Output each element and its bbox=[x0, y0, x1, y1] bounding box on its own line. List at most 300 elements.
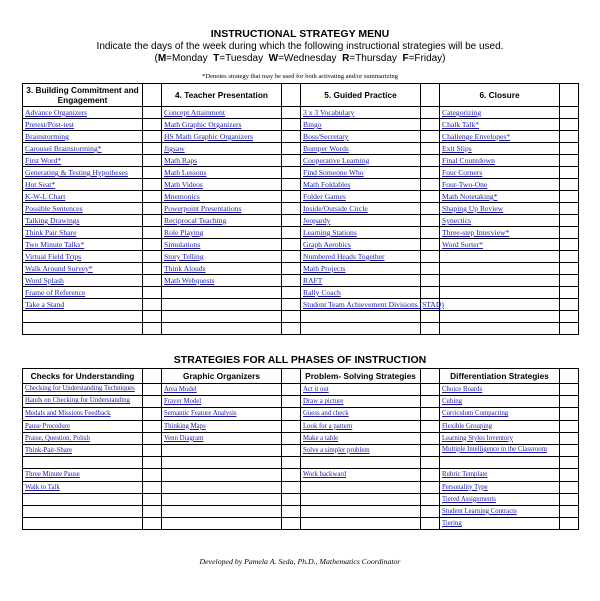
strategy-link[interactable]: Folder Games bbox=[301, 191, 421, 203]
day-entry-cell[interactable] bbox=[560, 457, 579, 469]
menu-row bbox=[23, 143, 579, 155]
strategy-link[interactable]: Virtual Field Trips bbox=[23, 251, 143, 263]
strategy-link[interactable]: Two Minute Talks* bbox=[23, 239, 143, 251]
strategy-link[interactable]: Walk to Talk bbox=[23, 481, 143, 493]
menu-row bbox=[23, 131, 579, 143]
strategy-link[interactable]: Solve a simpler problem bbox=[301, 444, 421, 456]
column-header: Checks for Understanding bbox=[23, 369, 143, 384]
strategy-link[interactable]: Personality Type bbox=[440, 481, 560, 493]
day-entry-cell[interactable] bbox=[560, 167, 579, 179]
menu-row bbox=[23, 167, 579, 179]
day-entry-cell[interactable] bbox=[143, 179, 162, 191]
strategy-link[interactable]: Math Notetaking* bbox=[440, 191, 560, 203]
day-entry-cell[interactable] bbox=[143, 505, 162, 517]
day-entry-cell[interactable] bbox=[282, 275, 301, 287]
phases-row bbox=[23, 432, 579, 444]
strategy-link[interactable]: RAFT bbox=[301, 275, 421, 287]
day-entry-cell[interactable] bbox=[421, 143, 440, 155]
menu-row bbox=[23, 287, 579, 299]
day-entry-cell[interactable] bbox=[282, 457, 301, 469]
strategy-link[interactable]: Math Graphic Organizers bbox=[162, 119, 282, 131]
day-entry-cell[interactable] bbox=[560, 251, 579, 263]
day-entry-cell[interactable] bbox=[560, 275, 579, 287]
empty-cell bbox=[23, 493, 143, 505]
day-entry-cell[interactable] bbox=[560, 518, 579, 530]
menu-row bbox=[23, 239, 579, 251]
day-entry-cell[interactable] bbox=[421, 275, 440, 287]
day-entry-cell[interactable] bbox=[143, 119, 162, 131]
strategy-link[interactable]: Powerpoint Presentations bbox=[162, 203, 282, 215]
day-entry-cell[interactable] bbox=[560, 131, 579, 143]
day-entry-cell[interactable] bbox=[282, 396, 301, 408]
day-entry-cell[interactable] bbox=[282, 119, 301, 131]
day-entry-cell[interactable] bbox=[282, 227, 301, 239]
empty-cell bbox=[301, 493, 421, 505]
day-entry-cell[interactable] bbox=[421, 432, 440, 444]
strategy-link[interactable]: Three-step Interview* bbox=[440, 227, 560, 239]
day-entry-cell[interactable] bbox=[282, 251, 301, 263]
day-entry-cell[interactable] bbox=[143, 143, 162, 155]
day-entry-cell[interactable] bbox=[143, 239, 162, 251]
day-entry-cell[interactable] bbox=[282, 191, 301, 203]
day-entry-cell[interactable] bbox=[282, 323, 301, 335]
empty-cell bbox=[162, 493, 282, 505]
day-entry-cell[interactable] bbox=[143, 396, 162, 408]
day-entry-cell[interactable] bbox=[282, 143, 301, 155]
empty-cell bbox=[23, 518, 143, 530]
phases-row bbox=[23, 481, 579, 493]
day-column-header bbox=[282, 369, 301, 384]
day-entry-cell[interactable] bbox=[421, 396, 440, 408]
strategy-link[interactable]: Learning Stations bbox=[301, 227, 421, 239]
day-entry-cell[interactable] bbox=[282, 518, 301, 530]
strategy-link[interactable]: Guess and check bbox=[301, 408, 421, 420]
menu-row bbox=[23, 275, 579, 287]
column-header: 3. Building Commitment and Engagement bbox=[23, 84, 143, 107]
strategy-link[interactable]: K-W-L Chart bbox=[23, 191, 143, 203]
strategy-link[interactable]: Math Projects bbox=[301, 263, 421, 275]
day-entry-cell[interactable] bbox=[143, 457, 162, 469]
day-entry-cell[interactable] bbox=[143, 215, 162, 227]
day-entry-cell[interactable] bbox=[282, 444, 301, 456]
empty-cell bbox=[301, 323, 421, 335]
empty-cell bbox=[301, 457, 421, 469]
strategy-link[interactable]: Take a Stand bbox=[23, 299, 143, 311]
strategy-link[interactable]: Story Telling bbox=[162, 251, 282, 263]
column-header: Problem- Solving Strategies bbox=[301, 369, 421, 384]
day-entry-cell[interactable] bbox=[143, 155, 162, 167]
day-entry-cell[interactable] bbox=[282, 384, 301, 396]
menu-row bbox=[23, 179, 579, 191]
day-entry-cell[interactable] bbox=[560, 179, 579, 191]
day-column-header bbox=[421, 369, 440, 384]
day-entry-cell[interactable] bbox=[560, 191, 579, 203]
phases-title: STRATEGIES FOR ALL PHASES OF INSTRUCTION bbox=[173, 354, 427, 366]
strategy-link[interactable]: Student Team Achievement Divisions (STAD) bbox=[301, 299, 421, 311]
day-entry-cell[interactable] bbox=[143, 420, 162, 432]
day-entry-cell[interactable] bbox=[143, 251, 162, 263]
menu-row bbox=[23, 215, 579, 227]
footer-credit: Developed by Pamela A. Seda, Ph.D., Mathematics Coordinator bbox=[199, 557, 401, 566]
day-entry-cell[interactable] bbox=[282, 408, 301, 420]
day-entry-cell[interactable] bbox=[143, 191, 162, 203]
strategy-link[interactable]: Simulations bbox=[162, 239, 282, 251]
empty-cell bbox=[162, 518, 282, 530]
column-header: Graphic Organizers bbox=[162, 369, 282, 384]
column-header: Differentiation Strategies bbox=[440, 369, 560, 384]
day-entry-cell[interactable] bbox=[282, 179, 301, 191]
phases-row bbox=[23, 518, 579, 530]
strategy-link[interactable]: Talking Drawings bbox=[23, 215, 143, 227]
day-entry-cell[interactable] bbox=[560, 107, 579, 119]
day-entry-cell[interactable] bbox=[282, 167, 301, 179]
phases-row bbox=[23, 457, 579, 469]
strategy-link[interactable]: Curriculum Compacting bbox=[440, 408, 560, 420]
empty-cell bbox=[440, 287, 560, 299]
empty-cell bbox=[23, 323, 143, 335]
day-entry-cell[interactable] bbox=[143, 323, 162, 335]
strategy-link[interactable]: Walk Around Survey* bbox=[23, 263, 143, 275]
asterisk-note: *Denotes strategy that may be used for both activating and/or summarizing bbox=[202, 73, 398, 80]
strategy-link[interactable]: Boss/Secretary bbox=[301, 131, 421, 143]
day-entry-cell[interactable] bbox=[282, 155, 301, 167]
day-entry-cell[interactable] bbox=[560, 287, 579, 299]
strategy-link[interactable]: Medals and Missions Feedback bbox=[23, 408, 143, 420]
strategy-link[interactable]: Possible Sentences bbox=[23, 203, 143, 215]
strategy-link[interactable]: Semantic Feature Analysis bbox=[162, 408, 282, 420]
day-entry-cell[interactable] bbox=[143, 384, 162, 396]
phases-row bbox=[23, 444, 579, 456]
day-entry-cell[interactable] bbox=[282, 287, 301, 299]
empty-cell bbox=[162, 469, 282, 481]
strategy-link[interactable]: Reciprocal Teaching bbox=[162, 215, 282, 227]
phases-row bbox=[23, 384, 579, 396]
strategy-link[interactable]: Frayer Model bbox=[162, 396, 282, 408]
day-entry-cell[interactable] bbox=[421, 311, 440, 323]
day-entry-cell[interactable] bbox=[421, 239, 440, 251]
day-entry-cell[interactable] bbox=[560, 227, 579, 239]
strategy-link[interactable]: Generating & Testing Hypotheses bbox=[23, 167, 143, 179]
empty-cell bbox=[162, 505, 282, 517]
day-entry-cell[interactable] bbox=[143, 518, 162, 530]
day-entry-cell[interactable] bbox=[421, 457, 440, 469]
strategy-link[interactable]: Draw a picture bbox=[301, 396, 421, 408]
phases-row bbox=[23, 420, 579, 432]
day-entry-cell[interactable] bbox=[560, 311, 579, 323]
day-entry-cell[interactable] bbox=[143, 469, 162, 481]
day-entry-cell[interactable] bbox=[282, 107, 301, 119]
strategy-link[interactable]: Cooperative Learning bbox=[301, 155, 421, 167]
empty-cell bbox=[162, 457, 282, 469]
day-entry-cell[interactable] bbox=[282, 432, 301, 444]
day-entry-cell[interactable] bbox=[560, 481, 579, 493]
empty-cell bbox=[162, 287, 282, 299]
day-entry-cell[interactable] bbox=[560, 299, 579, 311]
strategy-link[interactable]: Thinking Maps bbox=[162, 420, 282, 432]
day-entry-cell[interactable] bbox=[560, 384, 579, 396]
day-entry-cell[interactable] bbox=[143, 275, 162, 287]
empty-cell bbox=[440, 251, 560, 263]
phases-row bbox=[23, 505, 579, 517]
strategy-link[interactable]: Concept Attainment bbox=[162, 107, 282, 119]
column-header: 5. Guided Practice bbox=[301, 84, 421, 107]
menu-row bbox=[23, 323, 579, 335]
day-column-header bbox=[143, 369, 162, 384]
strategy-link[interactable]: Word Splash bbox=[23, 275, 143, 287]
strategy-link[interactable]: Cubing bbox=[440, 396, 560, 408]
menu-row bbox=[23, 251, 579, 263]
strategy-link[interactable]: Rally Coach bbox=[301, 287, 421, 299]
day-entry-cell[interactable] bbox=[421, 203, 440, 215]
strategy-link[interactable]: Challenge Envelopes* bbox=[440, 131, 560, 143]
day-entry-cell[interactable] bbox=[421, 408, 440, 420]
menu-row bbox=[23, 155, 579, 167]
day-entry-cell[interactable] bbox=[282, 420, 301, 432]
day-entry-cell[interactable] bbox=[421, 107, 440, 119]
day-entry-cell[interactable] bbox=[421, 287, 440, 299]
day-entry-cell[interactable] bbox=[421, 505, 440, 517]
strategy-link[interactable]: Make a table bbox=[301, 432, 421, 444]
strategy-link[interactable]: Hot Seat* bbox=[23, 179, 143, 191]
strategy-link[interactable]: Numbered Heads Together bbox=[301, 251, 421, 263]
day-entry-cell[interactable] bbox=[560, 155, 579, 167]
strategy-link[interactable]: Shaping Up Review bbox=[440, 203, 560, 215]
menu-row bbox=[23, 119, 579, 131]
day-entry-cell[interactable] bbox=[143, 227, 162, 239]
strategy-link[interactable]: Think Pair Share bbox=[23, 227, 143, 239]
phases-row bbox=[23, 396, 579, 408]
strategy-link[interactable]: Frame of Reference bbox=[23, 287, 143, 299]
strategy-link[interactable]: Graph Aerobics bbox=[301, 239, 421, 251]
phases-row bbox=[23, 469, 579, 481]
day-entry-cell[interactable] bbox=[560, 143, 579, 155]
strategy-link[interactable]: Choice Boards bbox=[440, 384, 560, 396]
strategy-link[interactable]: Carousel Brainstorming* bbox=[23, 143, 143, 155]
page-title: INSTRUCTIONAL STRATEGY MENU bbox=[210, 28, 390, 40]
days-legend: (M=Monday T=Tuesday W=Wednesday R=Thursday F=Friday) bbox=[154, 53, 446, 64]
strategy-menu-table bbox=[22, 83, 579, 335]
phases-table bbox=[22, 368, 579, 530]
day-entry-cell[interactable] bbox=[143, 299, 162, 311]
day-entry-cell[interactable] bbox=[421, 493, 440, 505]
day-entry-cell[interactable] bbox=[282, 215, 301, 227]
day-entry-cell[interactable] bbox=[421, 251, 440, 263]
day-entry-cell[interactable] bbox=[143, 167, 162, 179]
day-column-header bbox=[560, 84, 579, 107]
empty-cell bbox=[440, 299, 560, 311]
empty-cell bbox=[162, 444, 282, 456]
strategy-link[interactable]: Math Videos bbox=[162, 179, 282, 191]
empty-cell bbox=[162, 311, 282, 323]
day-entry-cell[interactable] bbox=[143, 493, 162, 505]
phases-row bbox=[23, 493, 579, 505]
strategy-link[interactable]: Three Minute Pause bbox=[23, 469, 143, 481]
day-entry-cell[interactable] bbox=[421, 444, 440, 456]
strategy-link[interactable]: Look for a pattern bbox=[301, 420, 421, 432]
day-entry-cell[interactable] bbox=[421, 227, 440, 239]
day-entry-cell[interactable] bbox=[421, 191, 440, 203]
strategy-link[interactable]: Categorizing bbox=[440, 107, 560, 119]
day-entry-cell[interactable] bbox=[560, 432, 579, 444]
day-entry-cell[interactable] bbox=[560, 420, 579, 432]
day-entry-cell[interactable] bbox=[421, 179, 440, 191]
strategy-link[interactable]: Multiple Intelligence in the Classroom bbox=[440, 444, 560, 456]
day-entry-cell[interactable] bbox=[143, 432, 162, 444]
day-entry-cell[interactable] bbox=[282, 469, 301, 481]
strategy-link[interactable]: Final Countdown bbox=[440, 155, 560, 167]
menu-row bbox=[23, 203, 579, 215]
strategy-link[interactable]: Learning Styles Inventory bbox=[440, 432, 560, 444]
strategy-link[interactable]: Bumper Words bbox=[301, 143, 421, 155]
day-entry-cell[interactable] bbox=[560, 493, 579, 505]
day-entry-cell[interactable] bbox=[282, 263, 301, 275]
day-entry-cell[interactable] bbox=[421, 263, 440, 275]
empty-cell bbox=[301, 505, 421, 517]
strategy-link[interactable]: Inside/Outside Circle bbox=[301, 203, 421, 215]
strategy-link[interactable]: Math Lessons bbox=[162, 167, 282, 179]
strategy-link[interactable]: Student Learning Contracts bbox=[440, 505, 560, 517]
strategy-link[interactable]: Chalk Talk* bbox=[440, 119, 560, 131]
strategy-link[interactable]: Math Webquests bbox=[162, 275, 282, 287]
strategy-link[interactable]: Role Playing bbox=[162, 227, 282, 239]
day-entry-cell[interactable] bbox=[560, 323, 579, 335]
day-entry-cell[interactable] bbox=[560, 469, 579, 481]
strategy-link[interactable]: Four Corners bbox=[440, 167, 560, 179]
strategy-link[interactable]: Find Someone Who bbox=[301, 167, 421, 179]
strategy-link[interactable]: Synectics bbox=[440, 215, 560, 227]
menu-row bbox=[23, 263, 579, 275]
day-entry-cell[interactable] bbox=[560, 408, 579, 420]
column-header: 4. Teacher Presentation bbox=[162, 84, 282, 107]
strategy-link[interactable]: Tiered Assignments bbox=[440, 493, 560, 505]
strategy-link[interactable]: Word Sorter* bbox=[440, 239, 560, 251]
day-entry-cell[interactable] bbox=[143, 263, 162, 275]
day-column-header bbox=[282, 84, 301, 107]
empty-cell bbox=[440, 263, 560, 275]
strategy-link[interactable]: Pretest/Post-test bbox=[23, 119, 143, 131]
empty-cell bbox=[440, 457, 560, 469]
day-entry-cell[interactable] bbox=[560, 203, 579, 215]
day-entry-cell[interactable] bbox=[560, 444, 579, 456]
day-entry-cell[interactable] bbox=[560, 215, 579, 227]
day-column-header bbox=[421, 84, 440, 107]
day-entry-cell[interactable] bbox=[282, 481, 301, 493]
strategy-link[interactable]: Act it out bbox=[301, 384, 421, 396]
instruction-text: Indicate the days of the week during which the following instructional strategies will be used. bbox=[96, 41, 504, 52]
strategy-link[interactable]: Bingo bbox=[301, 119, 421, 131]
strategy-link[interactable]: Work backward bbox=[301, 469, 421, 481]
menu-row bbox=[23, 107, 579, 119]
phases-row bbox=[23, 408, 579, 420]
menu-row bbox=[23, 299, 579, 311]
empty-cell bbox=[440, 275, 560, 287]
day-entry-cell[interactable] bbox=[421, 420, 440, 432]
strategy-link[interactable]: Tiering bbox=[440, 518, 560, 530]
menu-row bbox=[23, 191, 579, 203]
day-entry-cell[interactable] bbox=[282, 239, 301, 251]
strategy-link[interactable]: Exit Slips bbox=[440, 143, 560, 155]
strategy-link[interactable]: Checking for Understanding Techniques bbox=[23, 384, 143, 396]
strategy-link[interactable]: Brainstorming bbox=[23, 131, 143, 143]
menu-row bbox=[23, 311, 579, 323]
day-entry-cell[interactable] bbox=[143, 481, 162, 493]
day-column-header bbox=[143, 84, 162, 107]
strategy-link[interactable]: 3 x 3 Vocabulary bbox=[301, 107, 421, 119]
strategy-link[interactable]: Jigsaw bbox=[162, 143, 282, 155]
empty-cell bbox=[162, 323, 282, 335]
menu-row bbox=[23, 227, 579, 239]
day-entry-cell[interactable] bbox=[282, 493, 301, 505]
day-entry-cell[interactable] bbox=[421, 481, 440, 493]
strategy-link[interactable]: HS Math Graphic Organizers bbox=[162, 131, 282, 143]
strategy-link[interactable]: Think Alouds bbox=[162, 263, 282, 275]
day-entry-cell[interactable] bbox=[421, 215, 440, 227]
day-entry-cell[interactable] bbox=[421, 384, 440, 396]
day-entry-cell[interactable] bbox=[143, 107, 162, 119]
day-entry-cell[interactable] bbox=[282, 203, 301, 215]
empty-cell bbox=[23, 311, 143, 323]
strategy-link[interactable]: Area Model bbox=[162, 384, 282, 396]
strategy-link[interactable]: Rubric Template bbox=[440, 469, 560, 481]
day-entry-cell[interactable] bbox=[421, 469, 440, 481]
day-entry-cell[interactable] bbox=[143, 287, 162, 299]
day-entry-cell[interactable] bbox=[421, 155, 440, 167]
day-entry-cell[interactable] bbox=[560, 119, 579, 131]
day-entry-cell[interactable] bbox=[421, 323, 440, 335]
day-entry-cell[interactable] bbox=[143, 408, 162, 420]
strategy-link[interactable]: Pause Procedure bbox=[23, 420, 143, 432]
day-entry-cell[interactable] bbox=[143, 131, 162, 143]
empty-cell bbox=[162, 481, 282, 493]
day-entry-cell[interactable] bbox=[143, 203, 162, 215]
day-entry-cell[interactable] bbox=[143, 444, 162, 456]
strategy-link[interactable]: Mnemonics bbox=[162, 191, 282, 203]
day-entry-cell[interactable] bbox=[421, 131, 440, 143]
strategy-link[interactable]: Venn Diagram bbox=[162, 432, 282, 444]
day-entry-cell[interactable] bbox=[421, 167, 440, 179]
strategy-link[interactable]: Hands on Checking for Understanding bbox=[23, 396, 143, 408]
day-entry-cell[interactable] bbox=[143, 311, 162, 323]
strategy-link[interactable]: Math Foldables bbox=[301, 179, 421, 191]
strategy-link[interactable]: Math Raps bbox=[162, 155, 282, 167]
day-entry-cell[interactable] bbox=[560, 396, 579, 408]
column-header: 6. Closure bbox=[440, 84, 560, 107]
day-entry-cell[interactable] bbox=[282, 299, 301, 311]
empty-cell bbox=[301, 481, 421, 493]
empty-cell bbox=[301, 311, 421, 323]
strategy-link[interactable]: Flexible Grouping bbox=[440, 420, 560, 432]
strategy-link[interactable]: Praise, Question, Polish bbox=[23, 432, 143, 444]
day-entry-cell[interactable] bbox=[560, 263, 579, 275]
strategy-link[interactable]: Jeopardy bbox=[301, 215, 421, 227]
day-entry-cell[interactable] bbox=[282, 311, 301, 323]
empty-cell bbox=[23, 505, 143, 517]
day-entry-cell[interactable] bbox=[282, 131, 301, 143]
day-entry-cell[interactable] bbox=[560, 239, 579, 251]
empty-cell bbox=[440, 311, 560, 323]
day-entry-cell[interactable] bbox=[282, 505, 301, 517]
strategy-link[interactable]: Four-Two-One bbox=[440, 179, 560, 191]
empty-cell bbox=[23, 457, 143, 469]
strategy-link[interactable]: First Word* bbox=[23, 155, 143, 167]
day-entry-cell[interactable] bbox=[421, 119, 440, 131]
empty-cell bbox=[440, 323, 560, 335]
strategy-link[interactable]: Advance Organizers bbox=[23, 107, 143, 119]
day-entry-cell[interactable] bbox=[560, 505, 579, 517]
empty-cell bbox=[301, 518, 421, 530]
day-entry-cell[interactable] bbox=[421, 518, 440, 530]
strategy-link[interactable]: Think-Pair-Share bbox=[23, 444, 143, 456]
